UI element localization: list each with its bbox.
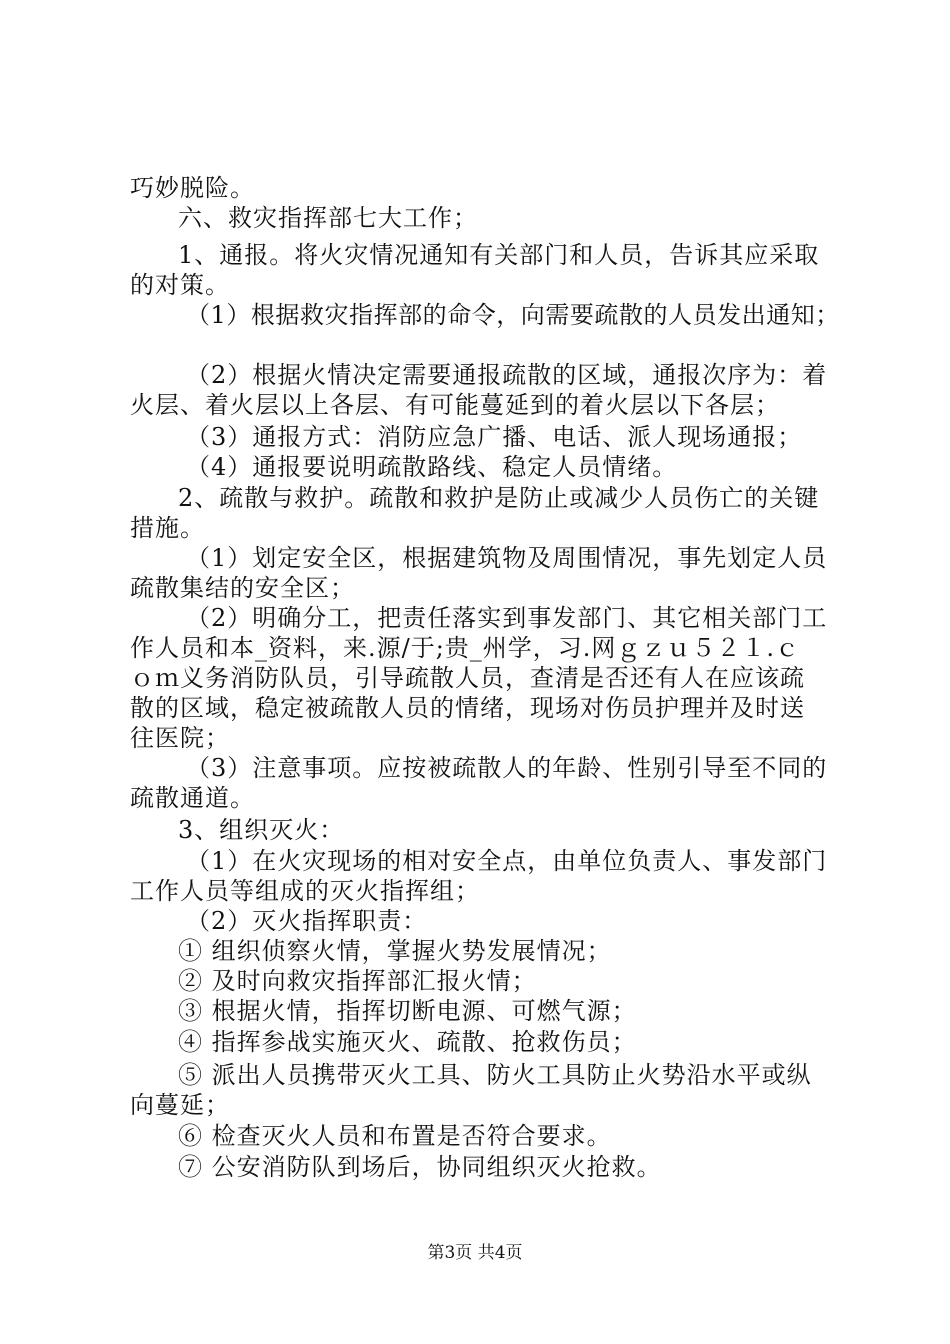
- text-line: 巧妙脱险。: [130, 174, 255, 202]
- list-item: ① 组织侦察火情，掌握火势发展情况；: [178, 937, 612, 965]
- text-line: 向蔓延；: [130, 1091, 230, 1119]
- list-item: ⑥ 检查灭火人员和布置是否符合要求。: [178, 1122, 612, 1150]
- text-line: 往医院；: [130, 724, 230, 752]
- list-item: ④ 指挥参战实施灭火、疏散、抢救伤员；: [178, 1028, 637, 1056]
- text-line: 散的区域，稳定被疏散人员的情绪，现场对伤员护理并及时送: [130, 694, 805, 722]
- text-line: 疏散集结的安全区；: [130, 574, 355, 602]
- text-line: （4）通报要说明疏散路线、稳定人员情绪。: [186, 453, 678, 481]
- list-item: ⑤ 派出人员携带灭火工具、防火工具防止火势沿水平或纵: [178, 1061, 812, 1089]
- text-line: （2）根据火情决定需要通报疏散的区域，通报次序为：着: [186, 361, 828, 389]
- text-line: 1、通报。将火灾情况通知有关部门和人员，告诉其应采取: [178, 241, 820, 269]
- text-line: 2、疏散与救护。疏散和救护是防止或减少人员伤亡的关键: [178, 484, 820, 512]
- text-line: （1）在火灾现场的相对安全点，由单位负责人、事发部门: [186, 847, 828, 875]
- text-line: 作人员和本_资料，来.源/于;贵_州学，习.网ｇｚｕ５２１.ｃ: [130, 634, 801, 662]
- text-line: ｏｍ义务消防队员，引导疏散人员，查清是否还有人在应该疏: [130, 664, 805, 692]
- list-item: ⑦ 公安消防队到场后，协同组织灭火抢救。: [178, 1153, 662, 1181]
- text-line: 措施。: [130, 514, 205, 542]
- text-line: （1）划定安全区，根据建筑物及周围情况，事先划定人员: [186, 544, 828, 572]
- text-line: （1）根据救灾指挥部的命令，向需要疏散的人员发出通知；: [186, 301, 840, 329]
- text-line: （2）灭火指挥职责：: [186, 907, 428, 935]
- section-heading: 六、救灾指挥部七大工作；: [178, 204, 478, 232]
- text-line: 的对策。: [130, 271, 230, 299]
- list-item: ③ 根据火情，指挥切断电源、可燃气源；: [178, 997, 637, 1025]
- text-line: 火层、着火层以上各层、有可能蔓延到的着火层以下各层；: [130, 391, 780, 419]
- text-line: （2）明确分工，把责任落实到事发部门、其它相关部门工: [186, 604, 828, 632]
- list-item: ② 及时向救灾指挥部汇报火情；: [178, 967, 537, 995]
- text-line: 疏散通道。: [130, 784, 255, 812]
- page-number: 第3页 共4页: [427, 1243, 523, 1263]
- text-line: （3）注意事项。应按被疏散人的年龄、性别引导至不同的: [186, 754, 828, 782]
- text-line: 3、组织灭火：: [178, 816, 345, 844]
- text-line: 工作人员等组成的灭火指挥组；: [130, 877, 480, 905]
- text-line: （3）通报方式：消防应急广播、电话、派人现场通报；: [186, 423, 803, 451]
